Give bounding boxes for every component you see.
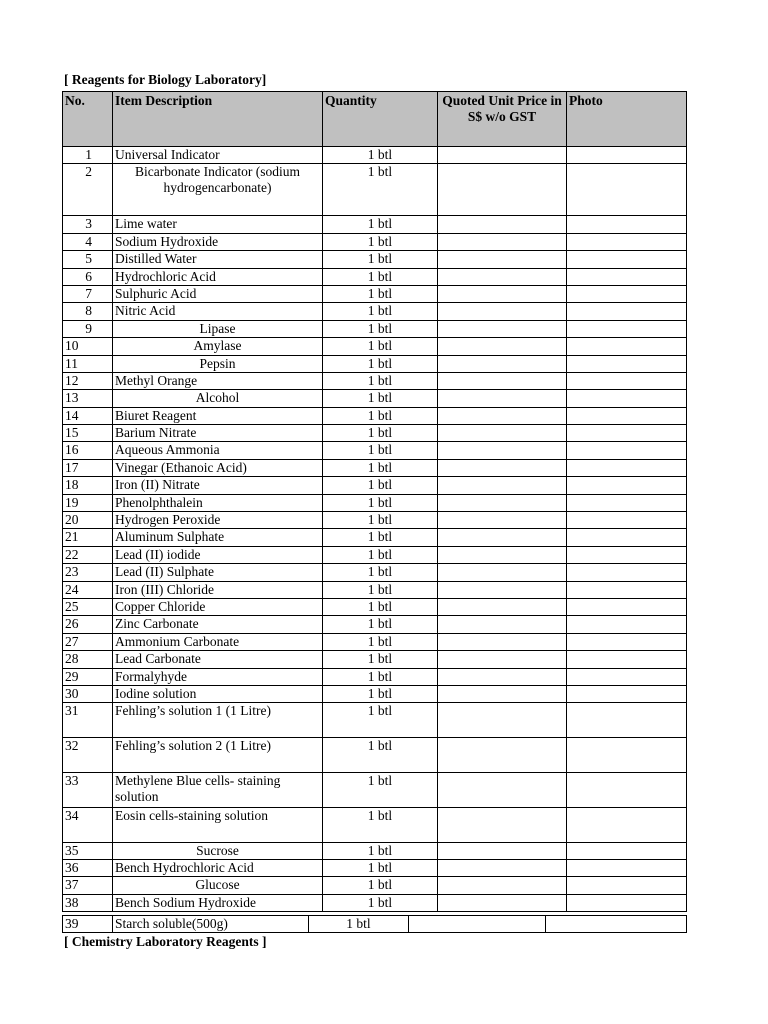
row-quantity: 1 btl [323,633,438,650]
row-photo-cell[interactable] [567,216,687,233]
row-quantity: 1 btl [323,877,438,894]
row-quantity: 1 btl [323,477,438,494]
row-price-cell[interactable] [438,668,567,685]
row-photo-cell[interactable] [567,390,687,407]
row-number: 11 [63,355,113,372]
header-quoted-unit-price: Quoted Unit Price in S$ w/o GST [438,92,567,147]
row-description: Bench Hydrochloric Acid [113,859,323,876]
row-number: 38 [63,894,113,911]
row-quantity: 1 btl [323,842,438,859]
row-number: 20 [63,512,113,529]
row-photo-cell[interactable] [567,164,687,216]
row-price-cell[interactable] [438,147,567,164]
row-number: 22 [63,546,113,563]
row-number: 23 [63,564,113,581]
row-description: Iodine solution [113,685,323,702]
row-quantity: 1 btl [323,494,438,511]
row-photo-cell[interactable] [567,772,687,807]
row-description: Aluminum Sulphate [113,529,323,546]
row-price-cell[interactable] [438,372,567,389]
row-photo-cell[interactable] [567,338,687,355]
row-quantity: 1 btl [323,407,438,424]
row-photo-cell[interactable] [567,512,687,529]
row-number: 2 [63,164,113,216]
row-photo-cell[interactable] [567,685,687,702]
row-description: Bench Sodium Hydroxide [113,894,323,911]
row-photo-cell[interactable] [546,916,687,933]
row-number: 14 [63,407,113,424]
row-quantity: 1 btl [323,303,438,320]
row-number: 21 [63,529,113,546]
row-price-cell[interactable] [438,877,567,894]
last-row-table [62,915,687,933]
row-description: Aqueous Ammonia [113,442,323,459]
row-photo-cell[interactable] [567,581,687,598]
row-number: 26 [63,616,113,633]
table-row [63,442,687,459]
row-price-cell[interactable] [438,581,567,598]
row-quantity: 1 btl [323,668,438,685]
table-row [63,894,687,911]
table-row [63,251,687,268]
row-number: 18 [63,477,113,494]
row-description: Hydrochloric Acid [113,268,323,285]
row-quantity: 1 btl [323,703,438,738]
row-quantity: 1 btl [323,268,438,285]
table-row [63,738,687,773]
table-row [63,512,687,529]
table-row [63,303,687,320]
row-number: 36 [63,859,113,876]
table-row [63,164,687,216]
row-price-cell[interactable] [438,633,567,650]
table-row [63,703,687,738]
table-row [63,633,687,650]
row-photo-cell[interactable] [567,233,687,250]
row-price-cell[interactable] [438,807,567,842]
row-price-cell[interactable] [438,564,567,581]
row-photo-cell[interactable] [567,633,687,650]
row-description: Eosin cells-staining solution [113,807,323,842]
row-price-cell[interactable] [438,512,567,529]
row-price-cell[interactable] [438,598,567,615]
row-description: Methylene Blue cells- staining solution [113,772,323,807]
row-quantity: 1 btl [323,651,438,668]
row-price-cell[interactable] [438,703,567,738]
row-photo-cell[interactable] [567,529,687,546]
row-quantity: 1 btl [323,564,438,581]
row-description: Barium Nitrate [113,425,323,442]
row-description: Biuret Reagent [113,407,323,424]
row-photo-cell[interactable] [567,807,687,842]
row-description: Lime water [113,216,323,233]
row-number: 15 [63,425,113,442]
row-price-cell[interactable] [438,859,567,876]
row-price-cell[interactable] [438,425,567,442]
row-photo-cell[interactable] [567,251,687,268]
row-photo-cell[interactable] [567,285,687,302]
row-photo-cell[interactable] [567,303,687,320]
row-price-cell[interactable] [438,390,567,407]
table-row [63,529,687,546]
row-description: Ammonium Carbonate [113,633,323,650]
row-number: 16 [63,442,113,459]
row-quantity: 1 btl [323,598,438,615]
row-description: Bicarbonate Indicator (sodium hydrogencarbonate) [113,164,323,216]
chemistry-section-title: [ Chemistry Laboratory Reagents ] [64,934,267,949]
header-quantity: Quantity [323,92,438,147]
row-price-cell[interactable] [438,303,567,320]
row-number: 27 [63,633,113,650]
table-row [63,147,687,164]
table-row [63,581,687,598]
row-number: 10 [63,338,113,355]
row-quantity: 1 btl [323,147,438,164]
row-number: 28 [63,651,113,668]
row-photo-cell[interactable] [567,147,687,164]
row-description: Sodium Hydroxide [113,233,323,250]
header-no: No. [63,92,113,147]
table-row [63,338,687,355]
row-photo-cell[interactable] [567,651,687,668]
table-row [63,668,687,685]
table-row [63,598,687,615]
row-photo-cell[interactable] [567,842,687,859]
row-description: Sulphuric Acid [113,285,323,302]
row-description: Vinegar (Ethanoic Acid) [113,459,323,476]
row-number: 9 [63,320,113,337]
row-price-cell[interactable] [438,494,567,511]
row-number: 33 [63,772,113,807]
table-row [63,494,687,511]
row-quantity: 1 btl [323,459,438,476]
row-price-cell[interactable] [438,164,567,216]
row-photo-cell[interactable] [567,616,687,633]
row-number: 17 [63,459,113,476]
row-price-cell[interactable] [438,442,567,459]
table-row [63,355,687,372]
row-number: 25 [63,598,113,615]
row-photo-cell[interactable] [567,598,687,615]
table-row [63,685,687,702]
header-photo: Photo [567,92,687,147]
row-price-cell[interactable] [438,216,567,233]
table-row [63,772,687,807]
row-quantity: 1 btl [323,738,438,773]
row-number: 5 [63,251,113,268]
row-price-cell[interactable] [438,285,567,302]
row-number: 13 [63,390,113,407]
row-number: 3 [63,216,113,233]
row-number: 39 [63,916,113,933]
row-photo-cell[interactable] [567,355,687,372]
row-quantity: 1 btl [323,372,438,389]
row-photo-cell[interactable] [567,425,687,442]
row-price-cell[interactable] [438,685,567,702]
table-row [63,807,687,842]
row-quantity: 1 btl [323,859,438,876]
row-price-cell[interactable] [438,268,567,285]
table-row [63,842,687,859]
row-quantity: 1 btl [323,338,438,355]
table-row [63,407,687,424]
row-photo-cell[interactable] [567,372,687,389]
row-number: 4 [63,233,113,250]
row-quantity: 1 btl [323,285,438,302]
row-quantity: 1 btl [323,425,438,442]
table-row [63,877,687,894]
table-row [63,233,687,250]
row-description: Zinc Carbonate [113,616,323,633]
table-row [63,285,687,302]
row-photo-cell[interactable] [567,564,687,581]
row-photo-cell[interactable] [567,494,687,511]
table-header-row [63,92,687,147]
table-row [63,425,687,442]
row-description: Universal Indicator [113,147,323,164]
row-price-cell[interactable] [438,338,567,355]
row-number: 31 [63,703,113,738]
row-photo-cell[interactable] [567,703,687,738]
table-row [63,320,687,337]
row-price-cell[interactable] [438,459,567,476]
row-quantity: 1 btl [323,390,438,407]
biology-reagents-table [62,91,687,912]
row-number: 7 [63,285,113,302]
table-row [63,216,687,233]
table-row [63,651,687,668]
table-row [63,390,687,407]
table-row [63,546,687,563]
row-number: 35 [63,842,113,859]
row-number: 24 [63,581,113,598]
row-description: Lead (II) Sulphate [113,564,323,581]
row-number: 34 [63,807,113,842]
row-description: Amylase [113,338,323,355]
row-photo-cell[interactable] [567,268,687,285]
row-photo-cell[interactable] [567,668,687,685]
row-description: Lipase [113,320,323,337]
row-number: 37 [63,877,113,894]
row-quantity: 1 btl [323,320,438,337]
row-price-cell[interactable] [438,894,567,911]
row-quantity: 1 btl [323,685,438,702]
row-description: Sucrose [113,842,323,859]
row-quantity: 1 btl [323,164,438,216]
row-quantity: 1 btl [323,894,438,911]
row-quantity: 1 btl [309,916,409,933]
table-row [63,372,687,389]
row-price-cell[interactable] [409,916,546,933]
biology-section-title: [ Reagents for Biology Laboratory] [64,72,267,87]
row-photo-cell[interactable] [567,859,687,876]
row-photo-cell[interactable] [567,877,687,894]
row-description: Iron (II) Nitrate [113,477,323,494]
row-description: Methyl Orange [113,372,323,389]
row-price-cell[interactable] [438,251,567,268]
row-price-cell[interactable] [438,320,567,337]
row-photo-cell[interactable] [567,459,687,476]
table-row [63,916,687,933]
table-row [63,459,687,476]
row-description: Formalyhyde [113,668,323,685]
row-description: Phenolphthalein [113,494,323,511]
row-quantity: 1 btl [323,581,438,598]
header-item-description: Item Description [113,92,323,147]
row-photo-cell[interactable] [567,894,687,911]
row-number: 29 [63,668,113,685]
row-description: Hydrogen Peroxide [113,512,323,529]
row-number: 32 [63,738,113,773]
row-photo-cell[interactable] [567,407,687,424]
row-quantity: 1 btl [323,355,438,372]
row-description: Lead (II) iodide [113,546,323,563]
table-row [63,477,687,494]
row-quantity: 1 btl [323,442,438,459]
row-price-cell[interactable] [438,738,567,773]
row-quantity: 1 btl [323,251,438,268]
row-price-cell[interactable] [438,772,567,807]
row-price-cell[interactable] [438,616,567,633]
row-price-cell[interactable] [438,546,567,563]
row-number: 8 [63,303,113,320]
row-description: Glucose [113,877,323,894]
row-description: Fehling’s solution 2 (1 Litre) [113,738,323,773]
row-quantity: 1 btl [323,772,438,807]
row-description: Lead Carbonate [113,651,323,668]
row-quantity: 1 btl [323,233,438,250]
row-photo-cell[interactable] [567,546,687,563]
row-photo-cell[interactable] [567,442,687,459]
row-quantity: 1 btl [323,546,438,563]
row-price-cell[interactable] [438,651,567,668]
row-number: 30 [63,685,113,702]
row-description: Copper Chloride [113,598,323,615]
row-description: Nitric Acid [113,303,323,320]
row-description: Fehling’s solution 1 (1 Litre) [113,703,323,738]
row-price-cell[interactable] [438,842,567,859]
row-photo-cell[interactable] [567,320,687,337]
table-row [63,859,687,876]
row-photo-cell[interactable] [567,738,687,773]
row-price-cell[interactable] [438,355,567,372]
row-price-cell[interactable] [438,529,567,546]
table-row [63,268,687,285]
row-price-cell[interactable] [438,407,567,424]
row-price-cell[interactable] [438,233,567,250]
row-description: Pepsin [113,355,323,372]
row-quantity: 1 btl [323,529,438,546]
row-quantity: 1 btl [323,512,438,529]
row-number: 6 [63,268,113,285]
row-quantity: 1 btl [323,807,438,842]
row-description: Distilled Water [113,251,323,268]
row-number: 1 [63,147,113,164]
row-price-cell[interactable] [438,477,567,494]
row-quantity: 1 btl [323,216,438,233]
row-description: Iron (III) Chloride [113,581,323,598]
row-photo-cell[interactable] [567,477,687,494]
row-number: 19 [63,494,113,511]
table-row [63,616,687,633]
row-description: Starch soluble(500g) [113,916,309,933]
row-description: Alcohol [113,390,323,407]
table-row [63,564,687,581]
row-number: 12 [63,372,113,389]
row-quantity: 1 btl [323,616,438,633]
